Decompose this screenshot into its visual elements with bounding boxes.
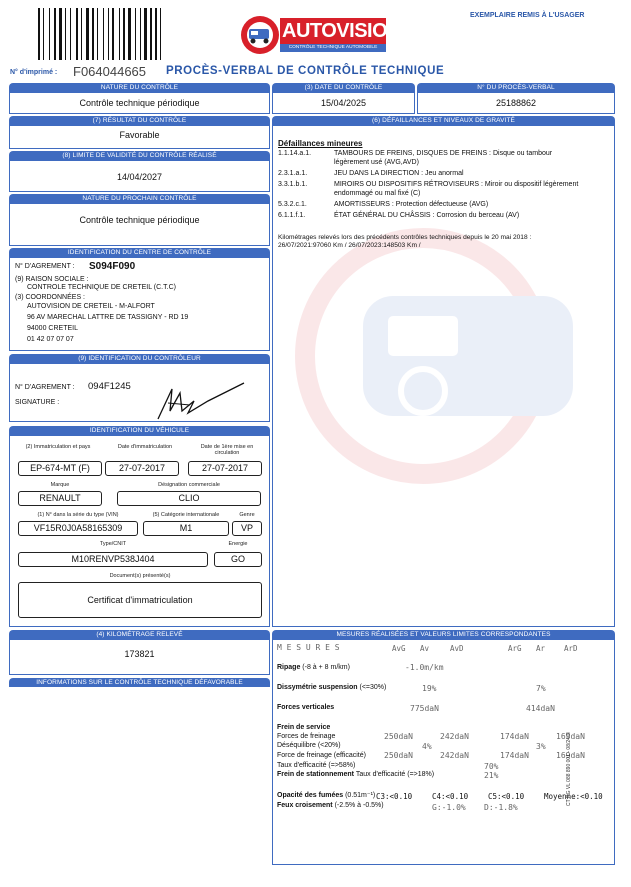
km-header: (4) KILOMÉTRAGE RELEVÉ (9, 630, 270, 639)
defaillance-title: AMORTISSEURS : (334, 201, 394, 208)
designation-field: CLIO (117, 491, 261, 506)
barcode-bar (150, 8, 152, 60)
barcode-bar (160, 8, 161, 60)
first-circ-label: Date de 1ère mise en circulation (200, 444, 254, 456)
docs-label: Document(s) présenté(s) (109, 573, 171, 579)
copy-label: EXEMPLAIRE REMIS À L'USAGER (470, 12, 585, 19)
centre-header: IDENTIFICATION DU CENTRE DE CONTRÔLE (9, 248, 270, 257)
deseq-label: Déséquilibre (<20%) (277, 742, 341, 749)
barcode-bar (128, 8, 131, 60)
ff-ard: 169daN (556, 732, 585, 741)
result-value: Favorable (119, 130, 160, 140)
signature-icon (150, 375, 250, 423)
barcode-bar (81, 8, 82, 60)
limit-header: (8) LIMITE DE VALIDITÉ DU CONTRÔLE RÉALISÉ (9, 151, 270, 160)
defaillance-code: 3.3.1.b.1. (278, 181, 308, 188)
col-av: Av (420, 644, 430, 653)
col-avd: AvD (450, 644, 464, 653)
defaillance-text: Protection défectueuse (AVG) (393, 201, 489, 208)
forces-av: 775daN (410, 704, 439, 713)
nature-value: Contrôle technique périodique (79, 98, 200, 108)
immat-label: (2) Immatriculation et pays (25, 444, 91, 450)
categorie-label: (5) Catégorie internationale (152, 512, 220, 518)
brand-name: AUTOVISION (282, 20, 402, 42)
energie-field: GO (214, 552, 262, 567)
opacite-c3: C3:<0.10 (376, 792, 413, 801)
defaillance-code: 2.3.1.a.1. (278, 170, 308, 177)
barcode-bar (103, 8, 104, 60)
stationnement-label: Frein de stationnement (277, 771, 355, 778)
brand-subtitle: CONTRÔLE TECHNIQUE AUTOMOBILE (288, 45, 378, 50)
barcode-bar (119, 8, 120, 60)
km-value: 173821 (124, 649, 155, 659)
ff-arg: 174daN (500, 732, 529, 741)
numero-label: N° d'imprimé : (10, 69, 58, 76)
ffe-avg: 250daN (384, 751, 413, 760)
defaillance-text: Disque ou tambour (491, 150, 553, 157)
barcode (38, 8, 178, 60)
defaillance-title: ÉTAT GÉNÉRAL DU CHÂSSIS : (334, 212, 435, 219)
defaillance-cont: légèrement usé (AVG,AVD) (334, 159, 419, 166)
opacite-label: Opacité des fumées (277, 792, 344, 799)
barcode-bar (92, 8, 94, 60)
opacite-c4: C4:<0.10 (432, 792, 469, 801)
ripage-value: -1.0m/km (405, 663, 444, 672)
barcode-bar (123, 8, 125, 60)
nature-header: NATURE DU CONTRÔLE (9, 83, 270, 92)
feux-g: G:-1.0% (432, 803, 466, 812)
forces-freinage-label: Forces de freinage (277, 733, 336, 740)
stationnement-row (277, 771, 434, 780)
defaillances-title: Défaillances mineures (278, 139, 363, 148)
taux-row (277, 762, 355, 771)
ff-avd: 242daN (440, 732, 469, 741)
taux-label: Taux d'efficacité (277, 762, 327, 769)
dissym-limit: (<=30%) (359, 684, 387, 691)
next-value: Contrôle technique périodique (79, 215, 200, 225)
taux-limit: (=>58%) (328, 762, 356, 769)
km-note: Kilométrages relevés lors des précédents contrôles techniques depuis le 20 mai 2018 : (278, 234, 532, 241)
ctrl-agrement-label: N° D'AGREMENT : (15, 384, 75, 391)
ripage-limit: (-8 à + 8 m/km) (302, 664, 350, 671)
defaillance-cont: endommagé ou mal fixé (C) (334, 190, 421, 197)
frein-service-label: Frein de service (277, 724, 331, 731)
defaillance-code: 1.1.14.a.1. (278, 150, 312, 157)
defaillance-item (278, 212, 519, 221)
barcode-bar (97, 8, 98, 60)
docs-field: Certificat d'immatriculation (18, 582, 262, 618)
barcode-bar (76, 8, 78, 60)
limit-value: 14/04/2027 (116, 172, 163, 182)
taux2-value: 21% (484, 771, 499, 780)
defaillance-text: Jeu anormal (423, 170, 464, 177)
type-label: Type/CNIT (99, 541, 127, 547)
barcode-bar (140, 8, 141, 60)
date-immat-field: 27-07-2017 (105, 461, 179, 476)
barcode-bar (49, 8, 50, 60)
agrement-value: S094F090 (89, 261, 136, 272)
barcode-bar (59, 8, 62, 60)
defaillance-code: 6.1.1.f.1. (278, 212, 306, 219)
dissym-row (277, 684, 386, 693)
ffe-arg: 174daN (500, 751, 529, 760)
feux-limit: (-2.5% à -0.5%) (334, 802, 384, 809)
dissym-av: 19% (422, 684, 437, 693)
defaillance-code: 5.3.2.c.1. (278, 201, 307, 208)
next-header: NATURE DU PROCHAIN CONTRÔLE (9, 194, 270, 203)
first-circ-field: 27-07-2017 (188, 461, 262, 476)
barcode-bar (70, 8, 71, 60)
pv-value: 25188862 (495, 98, 537, 108)
defaillance-item (278, 181, 578, 190)
feux-label: Feux croisement (277, 802, 333, 809)
ripage-label: Ripage (277, 664, 301, 671)
coord-line: 96 AV MARECHAL LATTRE DE TASSIGNY - RD 19 (27, 314, 189, 321)
signature-label: SIGNATURE : (15, 399, 60, 406)
feux-row (277, 802, 384, 811)
genre-label: Genre (239, 512, 255, 518)
opacite-row (277, 792, 375, 801)
info-defav-header: INFORMATIONS SUR LE CONTRÔLE TECHNIQUE DÉFAVORABLE (9, 678, 270, 687)
mesures-head: M E S U R E S (277, 643, 340, 652)
forces-ar: 414daN (526, 704, 555, 713)
agrement-label: N° D'AGREMENT : (15, 263, 75, 270)
raison-value: CONTROLE TECHNIQUE DE CRETEIL (C.T.C) (27, 284, 176, 291)
designation-label: Désignation commerciale (158, 482, 220, 488)
ff-avg: 250daN (384, 732, 413, 741)
barcode-bar (112, 8, 114, 60)
immat-field: EP-674-MT (F) (18, 461, 102, 476)
opacite-moy: Moyenne:<0.10 (544, 792, 603, 801)
vin-label: (1) N° dans la série du type (VIN) (37, 512, 119, 518)
doc-title: PROCÈS-VERBAL DE CONTRÔLE TECHNIQUE (166, 65, 445, 77)
coord-label: (3) COORDONNÉES : (15, 294, 86, 301)
mesures-header: MESURES RÉALISÉES ET VALEURS LIMITES CORRESPONDANTES (272, 630, 615, 639)
km-note: 26/07/2021:97060 Km / 26/07/2023:148503 Km / (278, 242, 421, 249)
type-field: M10RENVP538J404 (18, 552, 208, 567)
forces-row (277, 704, 334, 713)
dissym-ar: 7% (536, 684, 546, 693)
defaillance-item (278, 201, 488, 210)
forces-label: Forces verticales (277, 704, 335, 711)
feux-d: D:-1.8% (484, 803, 518, 812)
date-header: (3) DATE DU CONTRÔLE (272, 83, 415, 92)
raison-label: (9) RAISON SOCIALE : (15, 276, 89, 283)
col-arg: ArG (508, 644, 522, 653)
defaillances-header: (6) DÉFAILLANCES ET NIVEAUX DE GRAVITÉ (272, 116, 615, 125)
barcode-bar (43, 8, 44, 60)
col-ard: ArD (564, 644, 578, 653)
marque-label: Marque (50, 482, 70, 488)
coord-line: 01 42 07 07 07 (27, 336, 74, 343)
coord-line: 94000 CRETEIL (27, 325, 78, 332)
vehicle-header: IDENTIFICATION DU VÉHICULE (9, 426, 270, 435)
result-header: (7) RÉSULTAT DU CONTRÔLE (9, 116, 270, 125)
col-avg: AvG (392, 644, 406, 653)
defaillance-title: TAMBOURS DE FREINS, DISQUES DE FREINS : (334, 150, 492, 157)
autovision-logo (240, 15, 402, 55)
defaillance-item (278, 170, 464, 179)
barcode-bar (108, 8, 109, 60)
barcode-bar (86, 8, 89, 60)
date-value: 15/04/2025 (320, 98, 367, 108)
watermark-icon (293, 226, 593, 526)
marque-field: RENAULT (18, 491, 102, 506)
defaillance-title: JEU DANS LA DIRECTION : (334, 170, 424, 177)
barcode-bar (65, 8, 66, 60)
coord-line: AUTOVISION DE CRETEIL - M-ALFORT (27, 303, 155, 310)
ffe-ard: 169daN (556, 751, 585, 760)
defaillance-title: MIROIRS OU DISPOSITIFS RÉTROVISEURS : (334, 181, 483, 188)
barcode-bar (38, 8, 40, 60)
taux2-label: Taux d'efficacité (=>18%) (355, 771, 435, 778)
categorie-field: M1 (143, 521, 229, 536)
dissym-label: Dissymétrie suspension (277, 684, 358, 691)
date-immat-label: Date d'immatriculation (117, 444, 173, 450)
energie-label: Energie (228, 541, 248, 547)
col-ar: Ar (536, 644, 546, 653)
taux-value: 70% (484, 762, 499, 771)
barcode-bar (135, 8, 136, 60)
ctrl-agrement-value: 094F1245 (88, 381, 131, 392)
genre-field: VP (232, 521, 262, 536)
deseq-ar: 3% (536, 742, 546, 751)
barcode-bar (144, 8, 147, 60)
opacite-c5: C5:<0.10 (488, 792, 525, 801)
vin-field: VF15R0J0A58165309 (18, 521, 138, 536)
controleur-header: (9) IDENTIFICATION DU CONTRÔLEUR (9, 354, 270, 363)
numero-value: F064044665 (73, 64, 147, 79)
barcode-bar (54, 8, 56, 60)
barcode-bar (155, 8, 157, 60)
deseq-av: 4% (422, 742, 432, 751)
opacite-unit: (0.51m⁻¹) (345, 792, 376, 799)
defaillance-text: Corrosion du berceau (AV) (434, 212, 520, 219)
ffe-label: Force de freinage (efficacité) (277, 752, 366, 759)
defaillance-text: Miroir ou dispositif légèrement (482, 181, 579, 188)
defaillance-item (278, 150, 552, 159)
side-code: CT RG VL 088 890 001 - 08/24 © (566, 731, 572, 806)
ffe-avd: 242daN (440, 751, 469, 760)
pv-header: N° DU PROCÈS-VERBAL (417, 83, 615, 92)
ripage-row (277, 664, 350, 673)
